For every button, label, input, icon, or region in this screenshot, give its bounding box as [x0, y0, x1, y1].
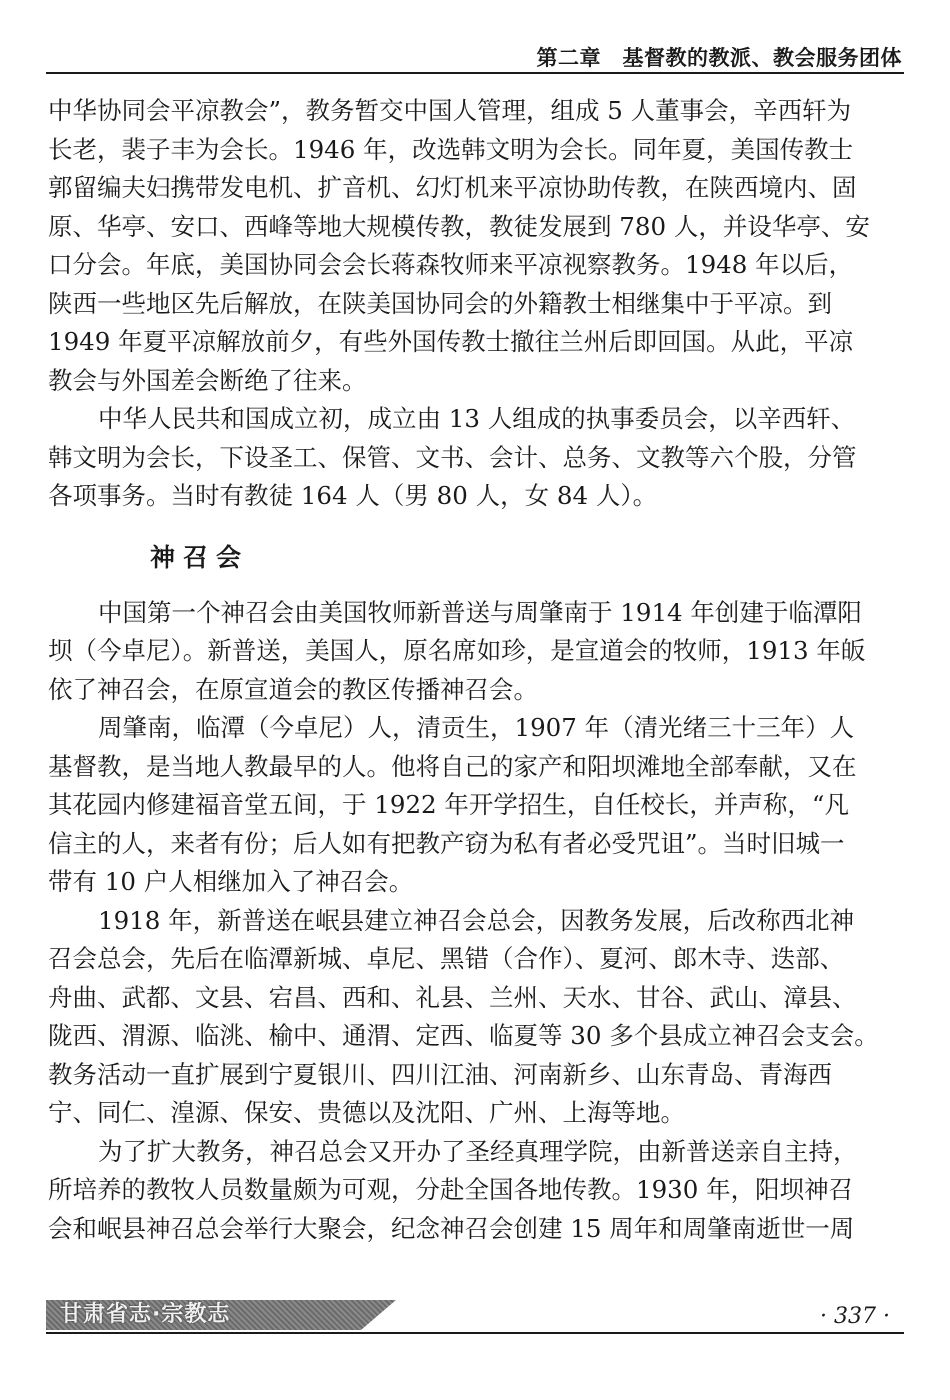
text-line: 周肇南，临潭（今卓尼）人，清贡生，1907 年（清光绪三十三年）人 [98, 713, 855, 742]
text-line: 依了神召会，在原宣道会的教区传播神召会。 [48, 674, 538, 704]
text-line: 陇西、渭源、临洮、榆中、通渭、定西、临夏等 30 多个县成立神召会支会。 [48, 1021, 879, 1050]
text-line: 召会总会，先后在临潭新城、卓尼、黑错（合作）、夏河、郎木寺、迭部、 [48, 944, 845, 973]
section-heading: 神召会 [150, 542, 250, 572]
paragraph [48, 1133, 904, 1249]
text-line: 坝（今卓尼）。新普送，美国人，原名席如珍，是宣道会的牧师，1913 年皈 [48, 636, 866, 665]
running-head [46, 38, 904, 74]
footer-rule [46, 1332, 904, 1334]
text-line: 带有 10 户人相继加入了神召会。 [48, 867, 414, 896]
paragraph [48, 594, 904, 710]
paragraph [48, 92, 904, 400]
text-line: 原、华亭、安口、西峰等地大规模传教，教徒发展到 780 人，并设华亭、安 [48, 211, 870, 241]
text-line: 信主的人，来者有份；后人如有把教产窃为私有者必受咒诅”。当时旧城一 [48, 828, 845, 858]
text-line: 教务活动一直扩展到宁夏银川、四川江油、河南新乡、山东青岛、青海西 [48, 1059, 832, 1089]
paragraph [48, 709, 904, 902]
text-line: 1918 年，新普送在岷县建立神召会总会，因教务发展，后改称西北神 [98, 905, 855, 935]
text-line: 基督教，是当地人教最早的人。他将自己的家产和阳坝滩地全部奉献，又在 [48, 751, 857, 781]
page-footer [46, 1296, 904, 1340]
text-line: 中华协同会平凉教会”，教务暂交中国人管理，组成 5 人董事会，辛西轩为 [48, 96, 852, 125]
text-line: 其花园内修建福音堂五间，于 1922 年开学招生，自任校长，并声称，“凡 [48, 790, 849, 819]
text-line: 陕西一些地区先后解放，在陕美国协同会的外籍教士相继集中于平凉。到 [48, 288, 832, 318]
text-line: 郭留编夫妇携带发电机、扩音机、幻灯机来平凉协助传教，在陕西境内、固 [48, 173, 857, 202]
text-line: 舟曲、武都、文县、宕昌、西和、礼县、兰州、天水、甘谷、武山、漳县、 [48, 982, 857, 1012]
page-number: · 337 · [820, 1304, 890, 1329]
paragraph [48, 902, 904, 1133]
text-line: 宁、同仁、湟源、保安、贵德以及沈阳、广州、上海等地。 [48, 1098, 685, 1127]
text-line: 所培养的教牧人员数量颇为可观，分赴全国各地传教。1930 年，阳坝神召 [48, 1175, 854, 1204]
text-line: 中华人民共和国成立初，成立由 13 人组成的执事委员会，以辛西轩、 [98, 404, 856, 433]
text-line: 韩文明为会长，下设圣工、保管、文书、会计、总务、文教等六个股，分管 [48, 442, 857, 472]
paragraph [48, 400, 904, 516]
text-line: 教会与外国差会断绝了往来。 [48, 365, 367, 395]
book-title: 甘肃省志·宗教志 [60, 1302, 231, 1327]
text-line: 为了扩大教务，神召总会又开办了圣经真理学院，由新普送亲自主持， [98, 1136, 858, 1166]
text-line: 口分会。年底，美国协同会会长蒋森牧师来平凉视察教务。1948 年以后， [48, 250, 854, 279]
text-line: 中国第一个神召会由美国牧师新普送与周肇南于 1914 年创建于临潭阳 [98, 597, 862, 627]
text-line: 1949 年夏平凉解放前夕，有些外国传教士撤往兰州后即回国。从此，平凉 [48, 327, 854, 356]
chapter-title: 第二章 基督教的教派、教会服务团体 [536, 46, 902, 70]
text-line: 会和岷县神召总会举行大聚会，纪念神召会创建 15 周年和周肇南逝世一周 [48, 1213, 855, 1243]
body-text [48, 92, 904, 1248]
text-line: 长老，裴子丰为会长。1946 年，改选韩文明为会长。同年夏，美国传教士 [48, 134, 854, 164]
text-line: 各项事务。当时有教徒 164 人（男 80 人，女 84 人）。 [48, 481, 658, 510]
